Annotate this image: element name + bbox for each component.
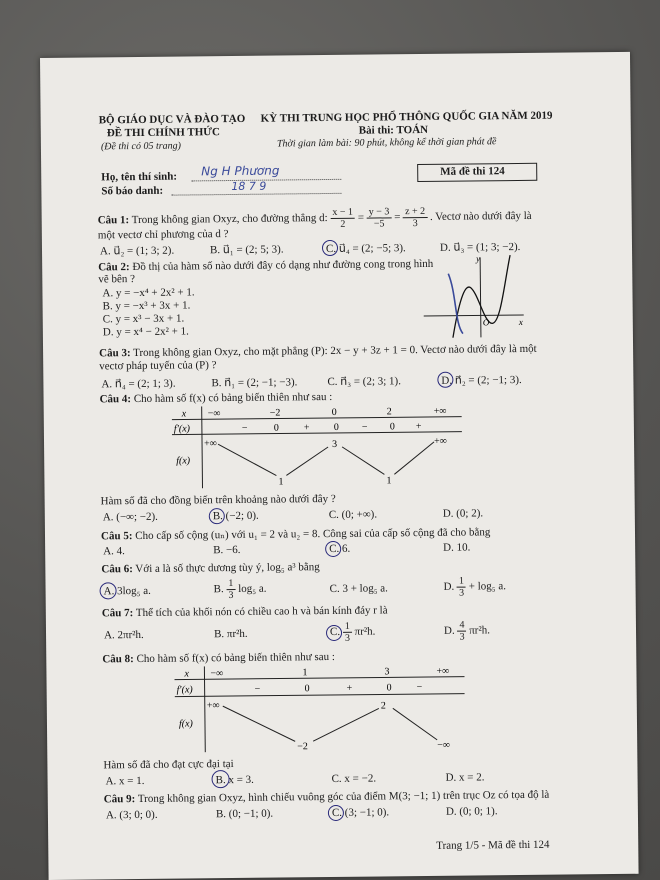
q1-option-d: D. u⃗₃ = (1; 3; −2). [439,240,521,254]
q4-text: Câu 4: Cho hàm số f(x) có bảng biến thiên như sau : [99,390,333,406]
q2-graph [418,253,529,340]
q3-text: Câu 3: Trong không gian Oxyz, cho mặt phẳng (P): 2x − y + 3z + 1 = 0. Vectơ nào dưới đây là một [99,342,537,360]
svg-text:0: 0 [304,683,310,695]
svg-text:+∞: +∞ [436,665,450,677]
exam-sheet [40,52,639,880]
q9-answer-mark [328,805,344,821]
q3-answer-mark [437,372,453,388]
svg-text:1: 1 [386,475,392,487]
q7-option-c: C. $\frac{1}{3} \pi r^2h$. [329,620,376,644]
svg-text:0: 0 [333,421,339,433]
q5-option-c: C. 6. [329,542,351,555]
q8-answer-mark [211,770,229,788]
svg-text:f′(x): f′(x) [176,684,193,696]
q2-graph-x: x [518,316,523,328]
time-note: Thời gian làm bài: 90 phút, không kể thời gian phát đề [276,136,497,150]
svg-text:x: x [184,668,189,680]
q7-option-b: B. πr²h. [213,627,248,641]
q1-frac2: $\frac{y - 3}{-5}$ [367,206,392,229]
q2-option-b: B. y = −x³ + 3x + 1. [102,299,191,313]
svg-text:−∞: −∞ [207,408,221,420]
subject: Bài thi: TOÁN [358,123,429,137]
svg-text:3: 3 [332,438,338,450]
q3-option-c: C. n⃗₃ = (2; 3; 1). [327,375,402,389]
q5-text: Câu 5: Cho cấp số cộng (uₙ) với u₁ = 2 và u₂ = 8. Công sai của cấp số cộng đã cho bằng [100,526,491,543]
q3-option-d: D. n⃗₂ = (2; −1; 3). [441,373,522,387]
q5-option-d: D. 10. [443,541,471,554]
svg-text:f(x): f(x) [176,455,191,467]
svg-text:2: 2 [380,700,386,712]
svg-text:x: x [181,408,187,420]
q1-option-b: B. u⃗₁ = (2; 5; 3). [209,243,284,257]
q5-option-a: A. 4. [103,545,125,558]
ministry-name: BỘ GIÁO DỤC VÀ ĐÀO TẠO [98,112,246,127]
q6-option-d: D. $\frac{1}{3} + \log_5$ a. [443,575,507,599]
q2-option-d: D. y = x⁴ − 2x² + 1. [102,325,189,339]
q6-text: Câu 6: Với a là số thực dương tùy ý, log₅ a³ bằng [101,561,320,576]
q8-question: Hàm số đã cho đạt cực đại tại [103,758,234,772]
q6-option-a: A. 3log₅ a. [103,584,151,598]
q3-option-a: A. n⃗₄ = (2; 1; 3). [101,377,176,391]
q4-question: Hàm số đã cho đồng biến trên khoảng nào dưới đây ? [100,492,336,508]
q4-option-b: B. (−2; 0). [212,509,259,523]
q7-option-a: A. 2πr²h. [103,628,144,642]
q5-option-b: B. −6. [213,543,241,557]
q8-option-d: D. x = 2. [445,771,485,784]
official-label: ĐỀ THI CHÍNH THỨC [106,126,221,140]
q4-option-a: A. (−∞; −2). [102,510,158,524]
svg-text:1: 1 [278,476,284,488]
exam-code-box [417,163,537,182]
q8-variation-table [174,664,465,753]
q8-option-c: C. x = −2. [331,772,377,785]
q1-option-a: A. u⃗₂ = (1; 3; 2). [99,244,175,258]
svg-text:+∞: +∞ [433,405,447,417]
q2-graph-o: O [482,317,490,328]
id-label: Số báo danh: [101,184,164,198]
svg-text:+: + [303,422,310,434]
svg-text:f(x): f(x) [178,718,193,730]
q9-option-c: C. (3; −1; 0). [331,806,390,819]
q1-option-c: C. u⃗₄ = (2; −5; 3). [325,242,406,256]
q1-text: Câu 1: Trong không gian Oxyz, cho đường thẳng d: $\frac{x - 1}{2}$ = $\frac{y - 3}{-5}$ = $\frac{z + 2}{3}$ . Vectơ nào dưới đây là [97,205,532,230]
q4-variation-table [172,404,463,489]
q4-option-c: C. (0; +∞). [328,508,378,522]
q1-line2: một vectơ chỉ phương của d ? [97,228,229,242]
q7-text: Câu 7: Thể tích của khối nón có chiều cao h và bán kính đáy r là [101,604,388,620]
id-line [171,193,341,196]
q6-option-b: B. $\frac{1}{3} \log_5$ a. [213,578,267,602]
q5-answer-mark [325,541,341,557]
q9-option-a: A. (3; 0; 0). [105,808,158,822]
pages-note: (Đề thi có 05 trang) [100,140,181,153]
q4-option-d: D. (0; 2). [442,507,484,520]
svg-text:−∞: −∞ [210,668,224,680]
svg-text:−: − [361,421,368,433]
svg-text:1: 1 [302,667,308,679]
svg-text:−2: −2 [269,407,281,419]
q2-text: Câu 2: Đồ thị của hàm số nào dưới đây có dạng như đường cong trong hình [98,257,434,274]
q9-option-b: B. (0; −1; 0). [215,807,274,821]
q6-option-c: C. 3 + log₅ a. [329,582,388,595]
svg-text:−2: −2 [297,741,308,753]
svg-text:+: + [415,421,422,433]
q9-option-d: D. (0; 0; 1). [445,805,498,818]
svg-text:0: 0 [331,406,337,418]
q1-label: Câu 1: [97,214,130,227]
svg-text:−: − [416,682,423,694]
exam-title: KỲ THI TRUNG HỌC PHỔ THÔNG QUỐC GIA NĂM 2019 [260,109,553,125]
svg-text:f′(x): f′(x) [173,423,191,435]
name-label: Họ, tên thí sinh: [101,170,178,184]
q7-option-d: D. $\frac{4}{3} \pi r^2h$. [443,619,491,643]
q1-text-a: Trong không gian Oxyz, cho đường thẳng d: [131,212,328,227]
handwritten-name: Ng H Phương [201,163,280,179]
q9-text: Câu 9: Trong không gian Oxyz, hình chiếu vuông góc của điểm M(3; −1; 1) trên trục Oz có tọa độ là [103,788,550,806]
svg-text:−∞: −∞ [437,739,451,751]
q2-graph-y: y [476,253,481,264]
svg-text:0: 0 [389,421,395,433]
exam-code: Mã đề thi 124 [440,165,505,178]
q2-line2: vẽ bên ? [98,273,136,286]
q1-frac1: $\frac{x - 1}{2}$ [330,207,355,230]
svg-text:+: + [346,682,353,694]
svg-text:+∞: +∞ [433,435,447,447]
q1-text-b: . Vectơ nào dưới đây là [429,209,532,223]
q3-option-b: B. n⃗₁ = (2; −1; −3). [211,376,298,390]
q4-answer-mark [209,508,225,524]
page-footer: Trang 1/5 - Mã đề thi 124 [436,838,550,852]
svg-text:−: − [241,422,248,434]
q8-option-b: B. x = 3. [215,773,254,787]
svg-text:2: 2 [386,406,392,418]
handwritten-id: 18 7 9 [231,179,267,194]
svg-text:+∞: +∞ [206,700,220,712]
svg-text:0: 0 [386,682,392,694]
q1-answer-mark [322,240,338,256]
q8-option-a: A. x = 1. [105,774,145,788]
q1-frac3: $\frac{z + 2}{3}$ [403,206,427,229]
q8-text: Câu 8: Cho hàm số f(x) có bảng biến thiên như sau : [102,650,336,666]
q6-answer-mark [99,582,116,599]
q2-option-c: C. y = x³ − 3x + 1. [102,312,185,326]
svg-text:3: 3 [384,666,390,678]
q7-answer-mark [326,625,342,641]
svg-text:0: 0 [273,422,279,434]
q3-line2: vectơ pháp tuyến của (P) ? [99,359,217,373]
svg-text:−: − [254,683,261,695]
svg-text:+∞: +∞ [203,438,217,450]
q2-option-a: A. y = −x⁴ + 2x² + 1. [102,286,195,300]
